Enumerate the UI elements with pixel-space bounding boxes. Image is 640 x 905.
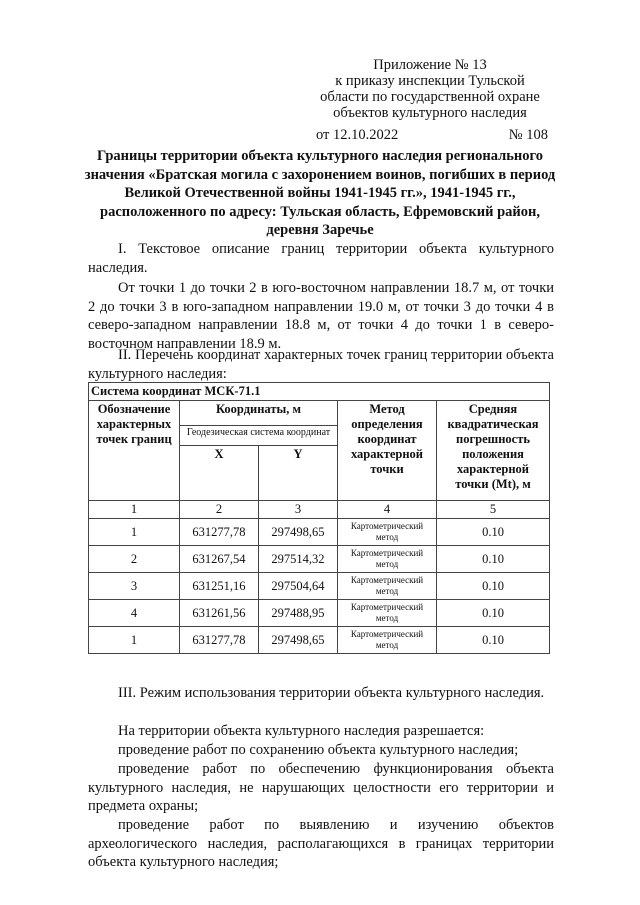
error: 0.10 xyxy=(437,600,550,627)
header-error: Средняя квадратическая погрешность положения характерной точки (Mt), м xyxy=(437,401,550,501)
paragraph: проведение работ по обеспечению функционирования объекта культурного наследия, не нарушающих целостности его территории и предмета охраны; xyxy=(88,761,554,814)
error: 0.10 xyxy=(437,546,550,573)
boundary-description: От точки 1 до точки 2 в юго-восточном направлении 18.7 м, от точки 2 до точки 3 в юго-западном направлении 19.0 м, от точки 3 до точки 4 в северо-западном направлении 18.8 м, от точки 4 до точки 1 в северо-восточном направлении 18.9 м. xyxy=(88,280,554,352)
table-row xyxy=(89,627,550,654)
header-point: Обозначение характерных точек границ xyxy=(89,401,180,501)
coord-y: 297514,32 xyxy=(258,546,337,573)
error: 0.10 xyxy=(437,627,550,654)
col-index: 2 xyxy=(180,501,259,519)
section-3-heading: III. Режим использования территории объекта культурного наследия. xyxy=(118,685,545,701)
paragraph: проведение работ по выявлению и изучению объектов археологического наследия, располагающихся в границах территории объекта культурного наследия; xyxy=(88,817,554,870)
method: Картометрический метод xyxy=(338,573,437,600)
table-row xyxy=(89,546,550,573)
coord-x: 631267,54 xyxy=(180,546,259,573)
header-geo: Геодезическая система координат xyxy=(180,426,338,446)
method: Картометрический метод xyxy=(338,627,437,654)
method: Картометрический метод xyxy=(338,546,437,573)
section-1-heading: I. Текстовое описание границ территории объекта культурного наследия. xyxy=(88,241,554,276)
header-x: X xyxy=(180,446,259,501)
coord-y: 297504,64 xyxy=(258,573,337,600)
header-y: Y xyxy=(258,446,337,501)
point-id: 2 xyxy=(89,546,180,573)
order-number: № 108 xyxy=(508,127,548,143)
appendix-header xyxy=(290,57,570,143)
point-id: 4 xyxy=(89,600,180,627)
error: 0.10 xyxy=(437,519,550,546)
appendix-line: объектов культурного наследия xyxy=(333,105,527,121)
point-id: 3 xyxy=(89,573,180,600)
table-row xyxy=(89,573,550,600)
coord-x: 631261,56 xyxy=(180,600,259,627)
section-2-heading: II. Перечень координат характерных точек границ территории объекта культурного наследия: xyxy=(88,347,554,382)
order-date: от 12.10.2022 xyxy=(316,127,399,143)
header-method: Метод определения координат характерной точки xyxy=(338,401,437,501)
point-id: 1 xyxy=(89,519,180,546)
method: Картометрический метод xyxy=(338,600,437,627)
table-row xyxy=(89,519,550,546)
appendix-line: Приложение № 13 xyxy=(373,57,487,73)
coord-x: 631251,16 xyxy=(180,573,259,600)
method: Картометрический метод xyxy=(338,519,437,546)
coord-y: 297498,65 xyxy=(258,627,337,654)
paragraph: проведение работ по сохранению объекта культурного наследия; xyxy=(118,742,519,758)
coordinates-table xyxy=(88,382,550,654)
paragraph: На территории объекта культурного наследия разрешается: xyxy=(118,723,485,739)
appendix-line: области по государственной охране xyxy=(320,89,540,105)
col-index: 5 xyxy=(437,501,550,519)
coord-x: 631277,78 xyxy=(180,519,259,546)
appendix-line: к приказу инспекции Тульской xyxy=(335,73,525,89)
table-row xyxy=(89,600,550,627)
error: 0.10 xyxy=(437,573,550,600)
col-index: 3 xyxy=(258,501,337,519)
coordinate-system: Система координат МСК-71.1 xyxy=(89,383,550,401)
col-index: 4 xyxy=(338,501,437,519)
col-index: 1 xyxy=(89,501,180,519)
coord-x: 631277,78 xyxy=(180,627,259,654)
coord-y: 297498,65 xyxy=(258,519,337,546)
coord-y: 297488,95 xyxy=(258,600,337,627)
document-title: Границы территории объекта культурного наследия регионального значения «Братская могила с захоронением воинов, погибших в период Великой Отечественной войны 1941-1945 гг.», 1941-1945 гг., расположенного по адресу: Тульская область, Ефремовский район, деревня Заречье xyxy=(84,148,556,238)
header-coords: Координаты, м xyxy=(180,401,338,426)
point-id: 1 xyxy=(89,627,180,654)
